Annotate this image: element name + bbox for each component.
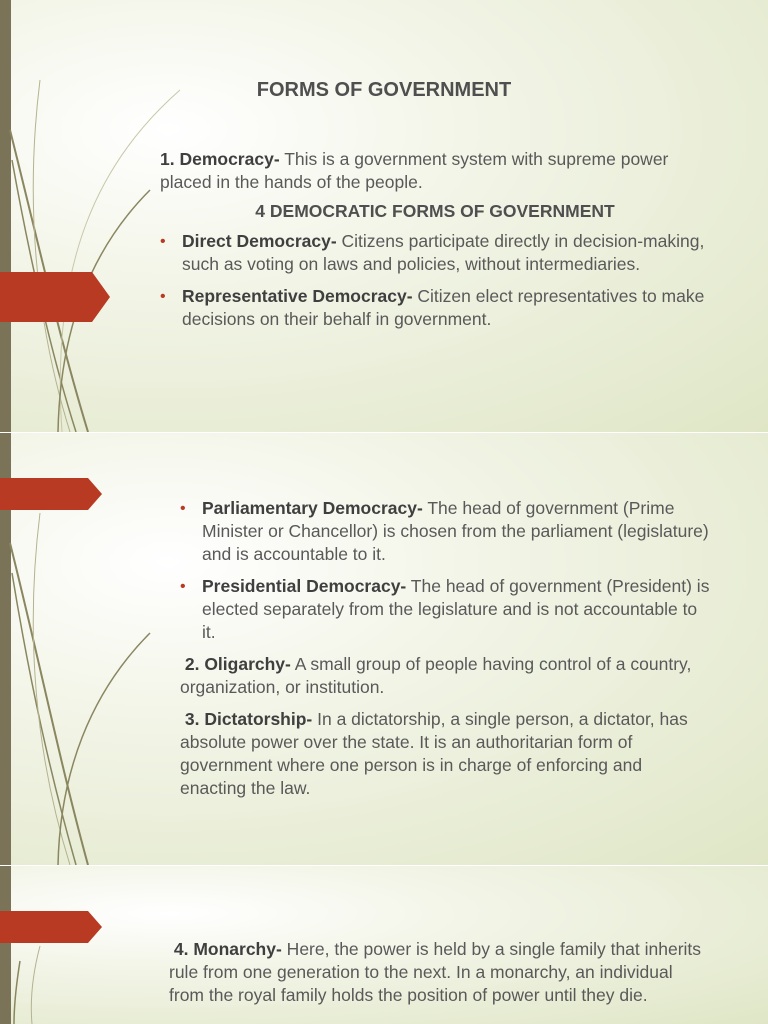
list-item xyxy=(160,285,710,331)
bullet-label: Presidential Democracy- xyxy=(202,576,407,596)
list-item xyxy=(180,575,710,644)
list-item xyxy=(160,230,710,276)
bullet-text: Citizen elect representatives to make decisions on their behalf in government. xyxy=(182,286,705,329)
dictatorship-paragraph xyxy=(180,708,710,800)
slide-3-content xyxy=(169,938,709,1007)
democracy-text: This is a government system with supreme power placed in the hands of the people. xyxy=(160,149,669,192)
page-title: FORMS OF GOVERNMENT xyxy=(256,79,512,101)
dictatorship-text: In a dictatorship, a single person, a dictator, has absolute power over the state. It is an authoritarian form of government where one person is in charge of enforcing and enacting the law. xyxy=(180,709,688,798)
monarchy-label: 4. Monarchy- xyxy=(169,939,282,959)
democratic-forms-heading: 4 DEMOCRATIC FORMS OF GOVERNMENT xyxy=(255,201,615,221)
bullet-icon: • xyxy=(180,578,186,595)
list-item xyxy=(180,497,710,566)
bullet-text: The head of government (President) is elected separately from the legislature and is not accountable to it. xyxy=(202,576,710,642)
democracy-bullet-list xyxy=(160,230,710,331)
slide-1 xyxy=(0,0,768,432)
bullet-icon: • xyxy=(160,233,166,250)
slide-3 xyxy=(0,866,768,1024)
accent-tag xyxy=(0,272,110,322)
democracy-label: 1. Democracy- xyxy=(160,149,280,169)
slide-2 xyxy=(0,433,768,865)
accent-tag xyxy=(0,478,102,510)
bullet-label: Direct Democracy- xyxy=(182,231,337,251)
monarchy-text: Here, the power is held by a single family that inherits rule from one generation to the next. In a monarchy, an individual from the royal family holds the position of power until they die. xyxy=(169,939,702,1005)
slide-1-content xyxy=(160,148,710,340)
bullet-text: Citizens participate directly in decision-making, such as voting on laws and policies, without intermediaries. xyxy=(182,231,705,274)
democracy-paragraph xyxy=(160,148,710,194)
dictatorship-label: 3. Dictatorship- xyxy=(180,709,313,729)
bullet-icon: • xyxy=(180,500,186,517)
oligarchy-label: 2. Oligarchy- xyxy=(180,654,291,674)
slide-2-content xyxy=(180,497,710,809)
bullet-label: Representative Democracy- xyxy=(182,286,413,306)
monarchy-paragraph xyxy=(169,938,709,1007)
bullet-label: Parliamentary Democracy- xyxy=(202,498,423,518)
democracy-types-list xyxy=(180,497,710,644)
bullet-icon: • xyxy=(160,288,166,305)
oligarchy-text: A small group of people having control of a country, organization, or institution. xyxy=(180,654,692,697)
bullet-text: The head of government (Prime Minister or Chancellor) is chosen from the parliament (legislature) and is accountable to it. xyxy=(202,498,709,564)
slide-divider xyxy=(0,865,768,866)
oligarchy-paragraph xyxy=(180,653,710,699)
accent-tag xyxy=(0,911,102,943)
slide-divider xyxy=(0,432,768,433)
